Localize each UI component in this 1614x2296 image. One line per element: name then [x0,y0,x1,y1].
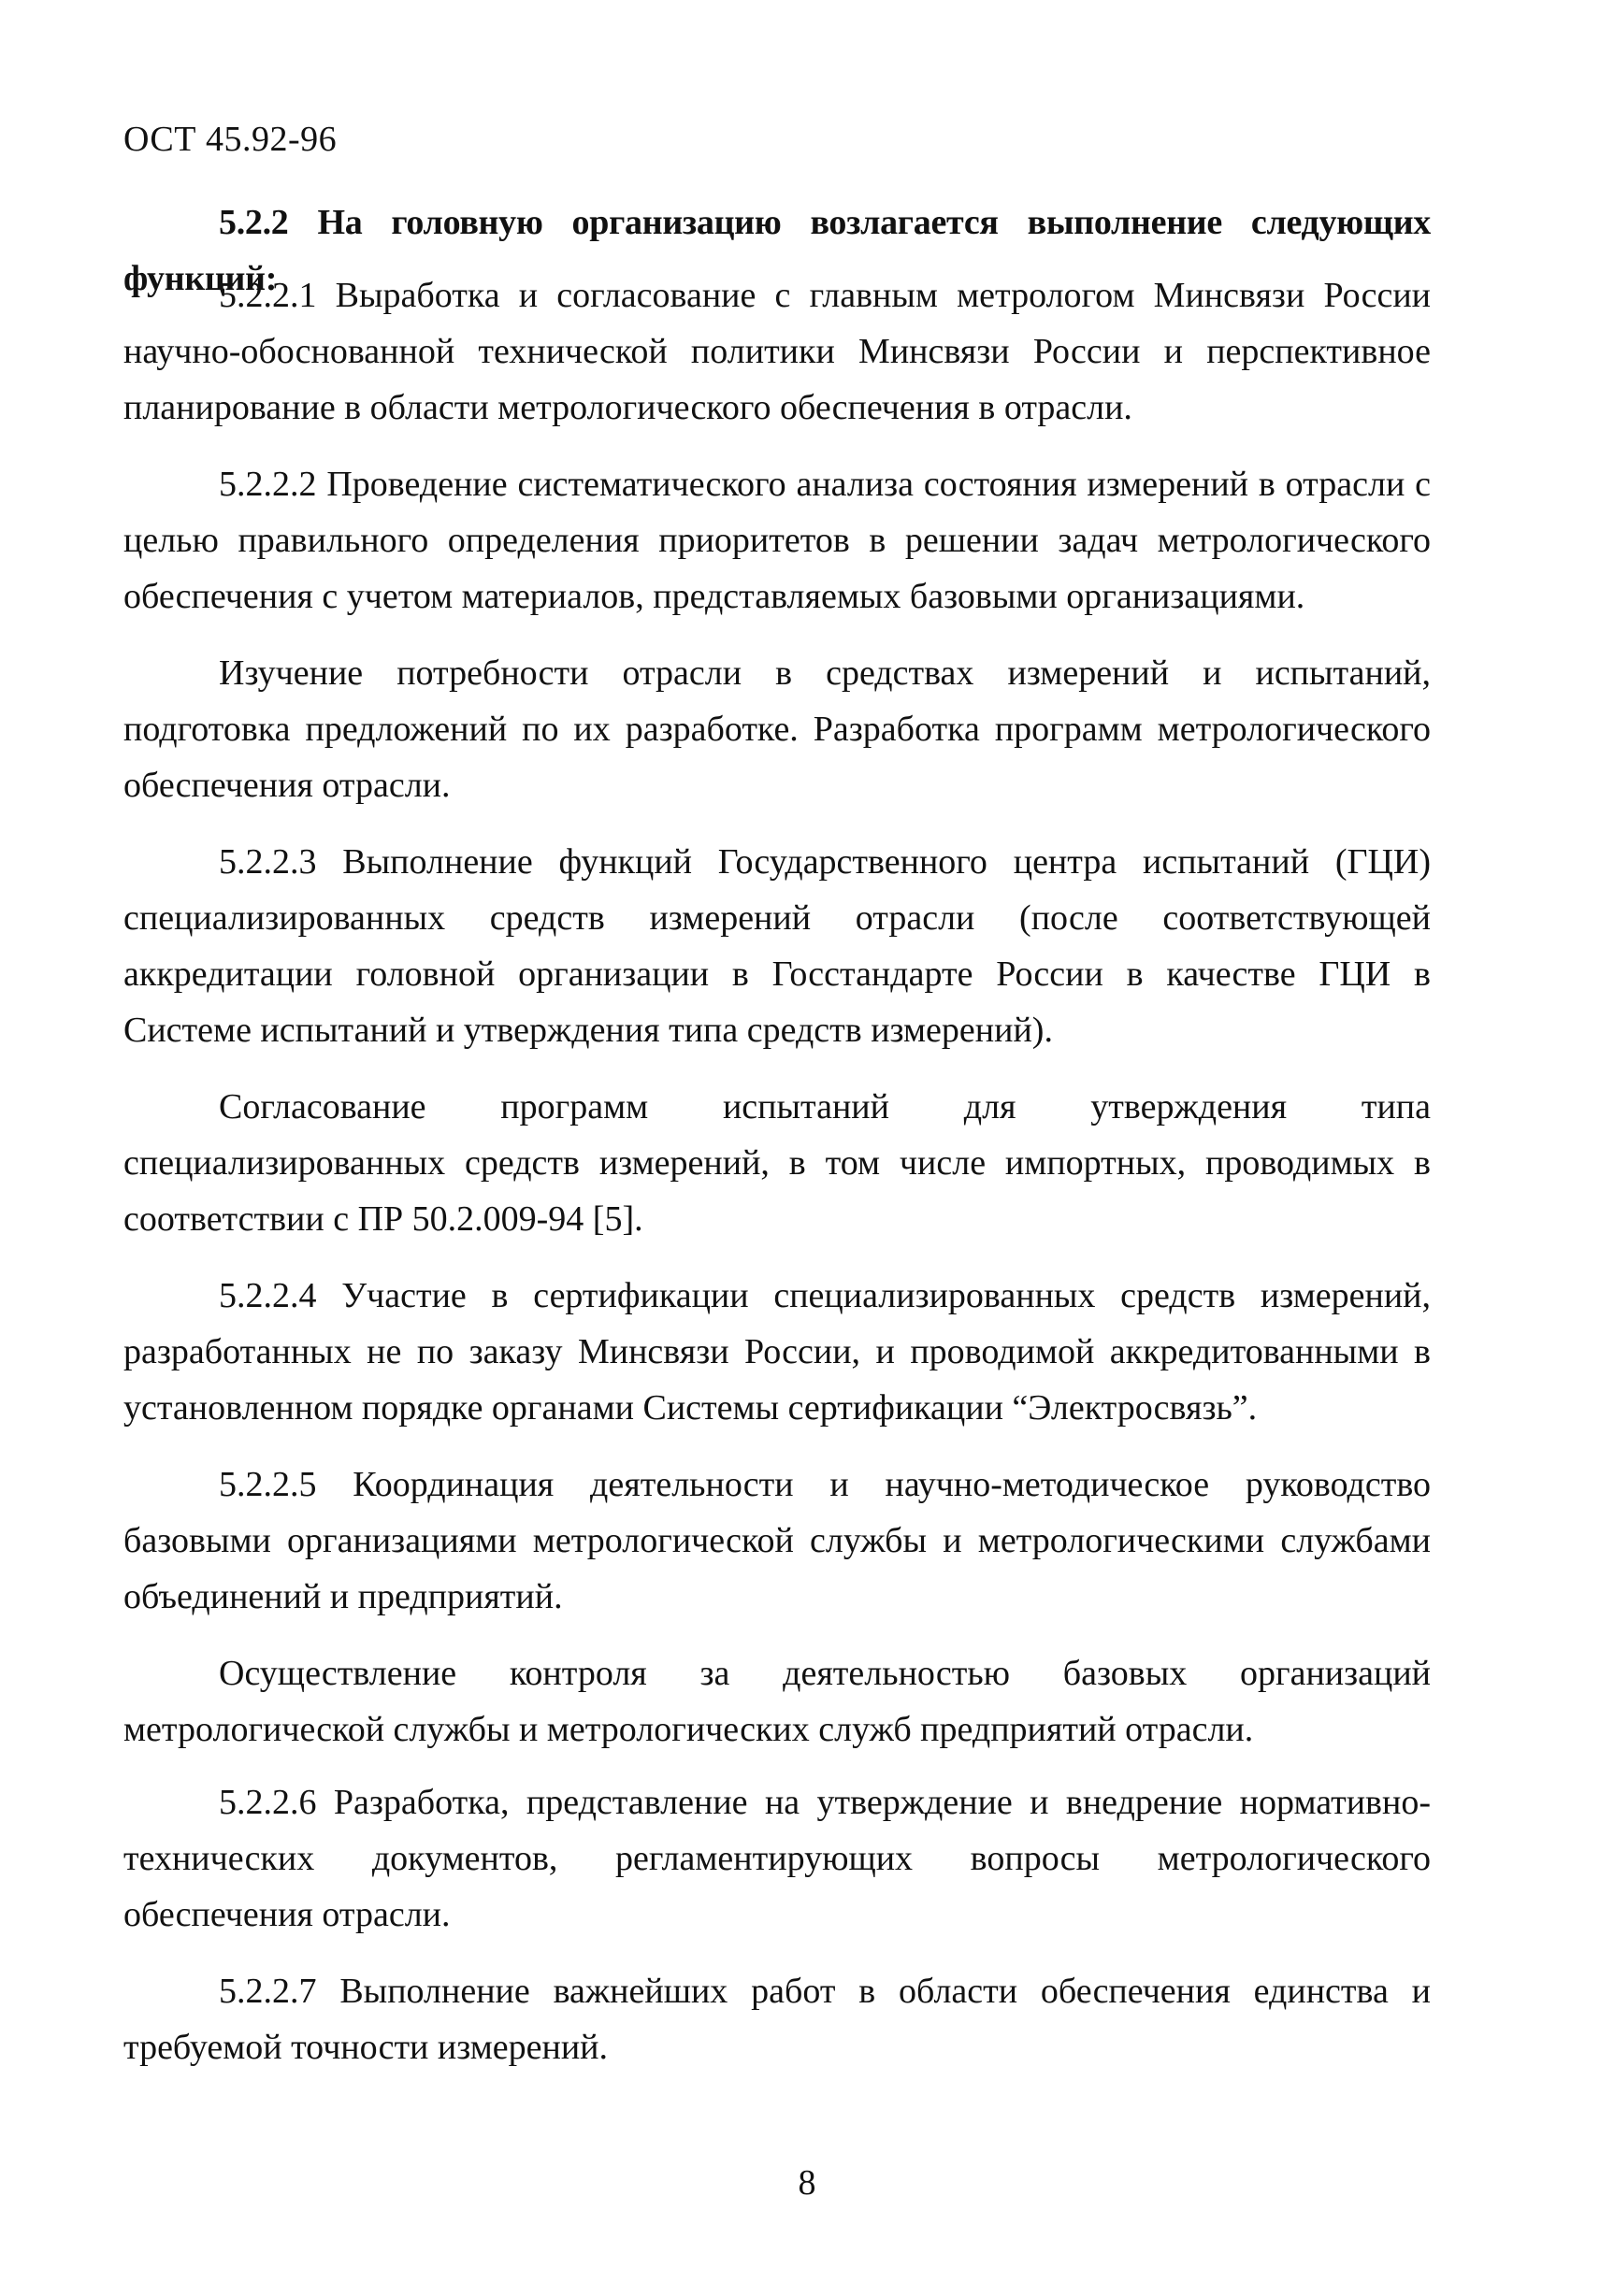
paragraph-text: Согласование программ испытаний для утверждения типа специализированных средств измерений, в том числе импортных, проводимых в соответствии с ПР 50.2.009-94 [5]. [123,1087,1431,1239]
paragraph-5-2-2-2 [123,456,1431,624]
page-number: 8 [798,2163,816,2203]
paragraph-text: Изучение потребности отрасли в средствах измерений и испытаний, подготовка предложений по их разработке. Разработка программ метрологического обеспечения отрасли. [123,653,1431,805]
paragraph-5-2-2-6 [123,1774,1431,1943]
paragraph-text: 5.2.2.4 Участие в сертификации специализированных средств измерений, разработанных не по заказу Минсвязи России, и проводимой аккредитованными в установленном порядке органами Системы сертификации “Электросвязь”. [123,1276,1431,1428]
paragraph-text: Осуществление контроля за деятельностью базовых организаций метрологической службы и метрологических служб предприятий отрасли. [123,1654,1431,1749]
section-heading: 5.2.2 На головную организацию возлагается выполнение следующих функций: [123,203,1431,298]
paragraph-text: 5.2.2.2 Проведение систематического анализа состояния измерений в отрасли с целью правильного определения приоритетов в решении задач метрологического обеспечения с учетом материалов, представляемых базовыми организациями. [123,465,1431,616]
paragraph-test-programs [123,1079,1431,1247]
paragraph-text: 5.2.2.7 Выполнение важнейших работ в области обеспечения единства и требуемой точности измерений. [123,1972,1431,2067]
paragraph-5-2-2-7 [123,1963,1431,2075]
paragraph-text: 5.2.2.1 Выработка и согласование с главным метрологом Минсвязи России научно-обоснованной технической политики Минсвязи России и перспективное планирование в области метрологического обеспечения в отрасли. [123,276,1431,427]
paragraph-5-2-2-5 [123,1457,1431,1625]
paragraph-text: 5.2.2.6 Разработка, представление на утверждение и внедрение нормативно-технических документов, регламентирующих вопросы метрологического обеспечения отрасли. [123,1783,1431,1934]
paragraph-control [123,1645,1431,1758]
paragraph-study-needs [123,645,1431,813]
paragraph-5-2-2-1 [123,267,1431,436]
document-code: ОСТ 45.92-96 [123,120,338,159]
paragraph-5-2-2-4 [123,1268,1431,1436]
paragraph-text: 5.2.2.3 Выполнение функций Государственного центра испытаний (ГЦИ) специализированных средств измерений отрасли (после соответствующей аккредитации головной организации в Госстандарте России в качестве ГЦИ в Системе испытаний и утверждения типа средств измерений). [123,842,1431,1050]
paragraph-text: 5.2.2.5 Координация деятельности и научно-методическое руководство базовыми организациями метрологической службы и метрологическими службами объединений и предприятий. [123,1465,1431,1616]
paragraph-5-2-2-3 [123,834,1431,1058]
